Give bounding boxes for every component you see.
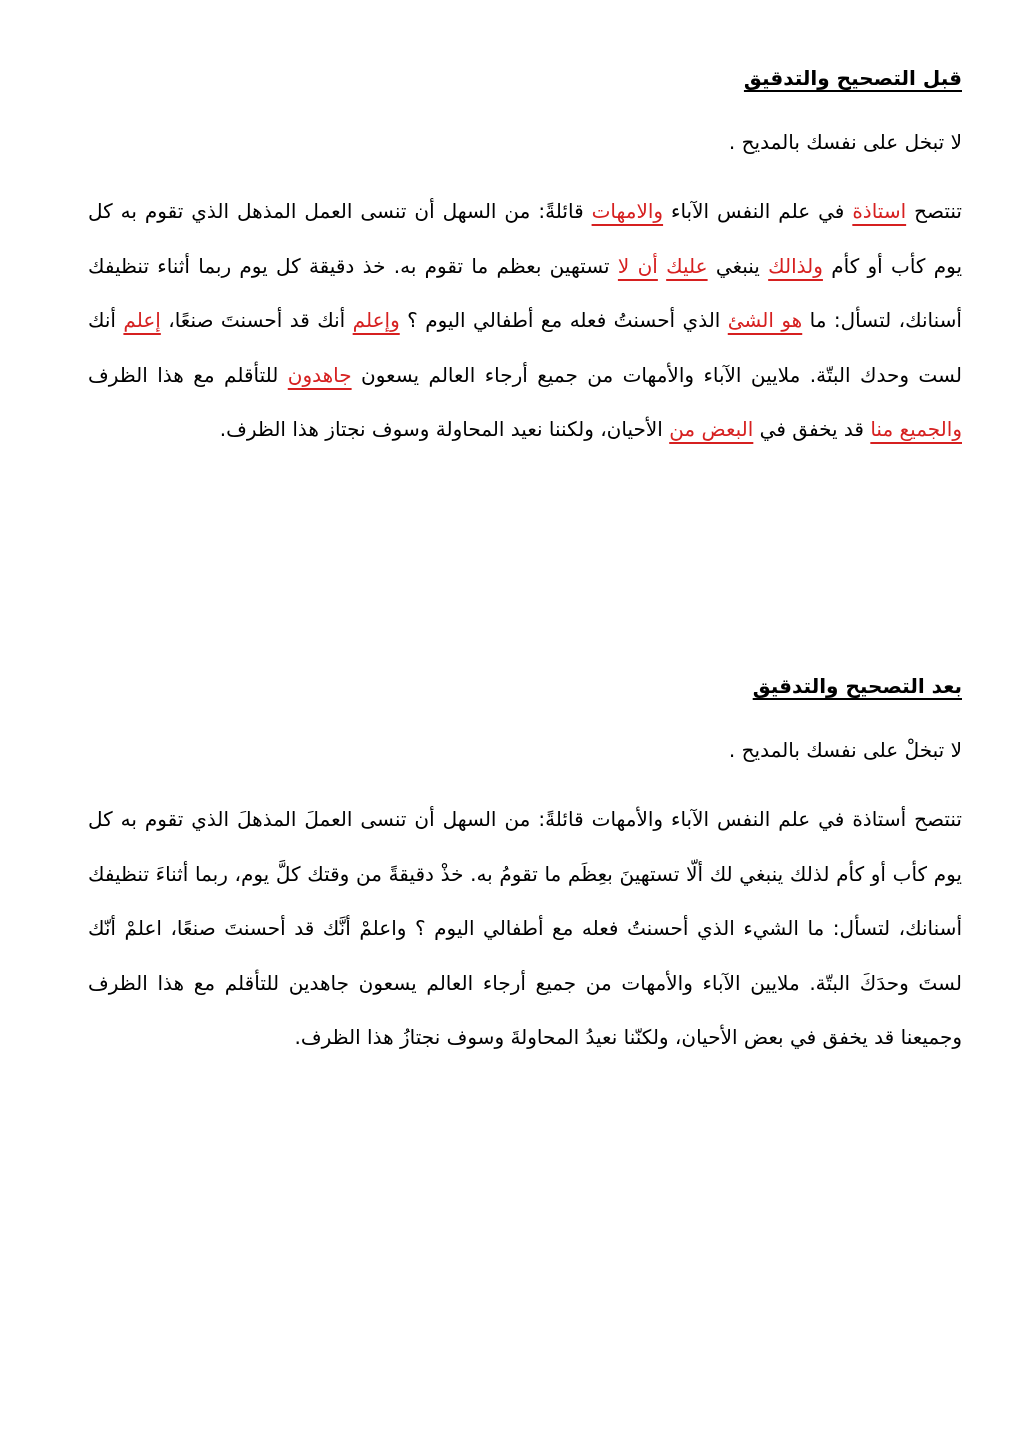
body-text-segment: في علم النفس الآباء <box>663 199 853 223</box>
body-text-segment: أنك قد أحسنتَ صنعًا، <box>160 308 353 332</box>
after-lead-sentence: لا تبخلْ على نفسك بالمديح . <box>728 738 962 762</box>
flagged-error-word: أن لا <box>617 253 658 278</box>
body-text-segment: قد يخفق في <box>753 417 871 441</box>
before-lead-sentence: لا تبخل على نفسك بالمديح . <box>728 130 962 154</box>
after-correction-section <box>88 670 962 1065</box>
flagged-error-word: البعض من <box>669 417 754 441</box>
body-text-segment: قائلةً: من السهل أن تنسى العمل المذهل الذي تقوم به كل يوم كأب أو كأم <box>88 199 963 278</box>
flagged-error-word: والجميع منا <box>870 417 962 441</box>
body-text-segment: ينبغي <box>707 253 769 278</box>
flagged-error-word: جاهدون <box>287 362 352 387</box>
flagged-error-word: إعلم <box>123 308 161 332</box>
flagged-error-word: ولذالك <box>768 253 823 278</box>
flagged-error-word: والامهات <box>591 199 664 223</box>
body-text-segment: الأحيان، ولكننا نعيد المحاولة وسوف نجتاز هذا الظرف. <box>219 417 670 441</box>
body-text-segment: الذي أحسنتُ فعله مع أطفالي اليوم ؟ <box>399 308 728 332</box>
body-text-segment: تنتصح <box>906 199 962 223</box>
flagged-error-word: استاذة <box>852 199 907 223</box>
flagged-error-word: هو الشئ <box>727 308 803 332</box>
before-correction-section <box>88 62 962 457</box>
before-body-paragraph <box>88 184 962 457</box>
body-text-segment: للتأقلم مع هذا الظرف <box>88 362 288 387</box>
body-text-segment: تستهين بعظم ما تقوم به. خذ دقيقة كل يوم ربما أثناء تنظيفك أسنانك، لتسأل: ما <box>88 253 962 332</box>
flagged-error-word: وإعلم <box>352 308 400 332</box>
after-body-paragraph: تنتصح أستاذة في علم النفس الآباء والأمهات قائلةً: من السهل أن تنسى العملَ المذهلَ الذي تقوم به كل يوم كأب أو كأم لذلك ينبغي لك ألّا تستهينَ بعِظَم ما تقومُ به. خذْ دقيقةً من وقتك كلَّ يوم، ربما أثناءَ تنظيفك أسنانك، لتسأل: ما الشيء الذي أحسنتُ فعله مع أطفالي اليوم ؟ واعلمْ أنَّك قد أحسنتَ صنعًا، اعلمْ أنّك لستَ وحدَكَ البتّة. ملايين الآباء والأمهات من جميع أرجاء العالم يسعون جاهدين للتأقلم مع هذا الظرف وجميعنا قد يخفق في بعض الأحيان، ولكنّنا نعيدُ المحاولةَ وسوف نجتازُ هذا الظرف. <box>88 807 962 1049</box>
before-heading: قبل التصحيح والتدقيق <box>743 66 962 90</box>
body-text-segment: أنك لست وحدك البتّة. ملايين الآباء والأمهات من جميع أرجاء العالم يسعون <box>88 308 962 387</box>
body-text-segment <box>658 254 666 278</box>
flagged-error-word: عليك <box>666 253 708 278</box>
after-heading: بعد التصحيح والتدقيق <box>752 674 962 698</box>
